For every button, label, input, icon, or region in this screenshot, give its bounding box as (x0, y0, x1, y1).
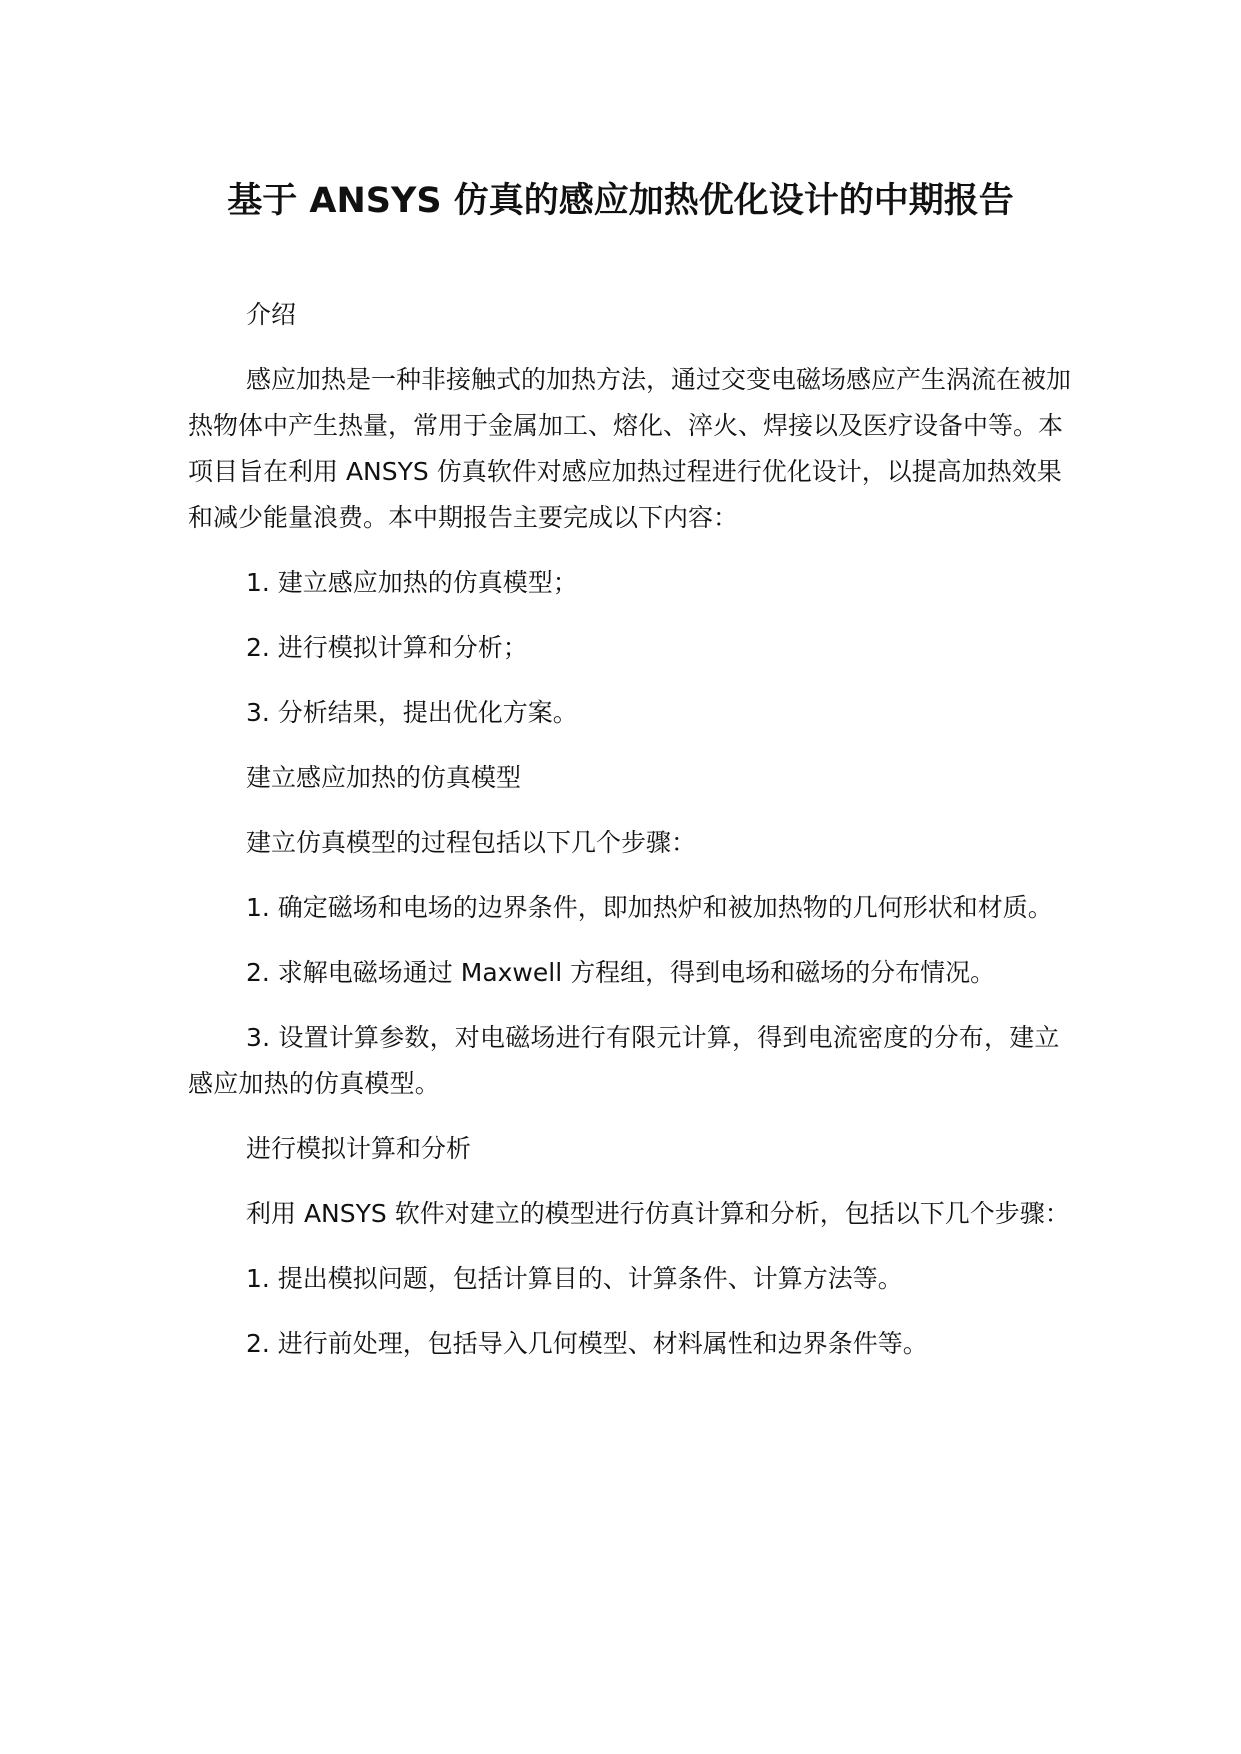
simulation-step-2: 2. 进行前处理，包括导入几何模型、材料属性和边界条件等。 (246, 1329, 928, 1358)
list-item-2: 2. 进行模拟计算和分析； (246, 633, 528, 662)
section-heading-intro: 介绍 (246, 300, 297, 329)
model-step-1: 1. 确定磁场和电场的边界条件，即加热炉和被加热物的几何形状和材质。 (246, 893, 1053, 922)
section-heading-model: 建立感应加热的仿真模型 (246, 763, 522, 792)
simulation-step-1: 1. 提出模拟问题，包括计算目的、计算条件、计算方法等。 (246, 1264, 903, 1293)
model-step-2: 2. 求解电磁场通过 Maxwell 方程组，得到电场和磁场的分布情况。 (246, 958, 996, 987)
model-step-3: 3. 设置计算参数，对电磁场进行有限元计算，得到电流密度的分布，建立感应加热的仿真模型。 (188, 1023, 1060, 1098)
simulation-steps-intro: 利用 ANSYS 软件对建立的模型进行仿真计算和分析，包括以下几个步骤： (246, 1199, 1070, 1228)
model-steps-intro: 建立仿真模型的过程包括以下几个步骤： (246, 828, 697, 857)
list-item-1: 1. 建立感应加热的仿真模型； (246, 568, 578, 597)
document-title: 基于 ANSYS 仿真的感应加热优化设计的中期报告 (227, 181, 1014, 221)
document-body (188, 292, 1080, 1386)
list-item-3: 3. 分析结果，提出优化方案。 (246, 698, 578, 727)
intro-paragraph: 感应加热是一种非接触式的加热方法，通过交变电磁场感应产生涡流在被加热物体中产生热量，常用于金属加工、熔化、淬火、焊接以及医疗设备中等。本项目旨在利用 ANSYS 仿真软件对感应加热过程进行优化设计，以提高加热效果和减少能量浪费。本中期报告主要完成以下内容： (188, 365, 1072, 532)
section-heading-simulation: 进行模拟计算和分析 (246, 1134, 472, 1163)
